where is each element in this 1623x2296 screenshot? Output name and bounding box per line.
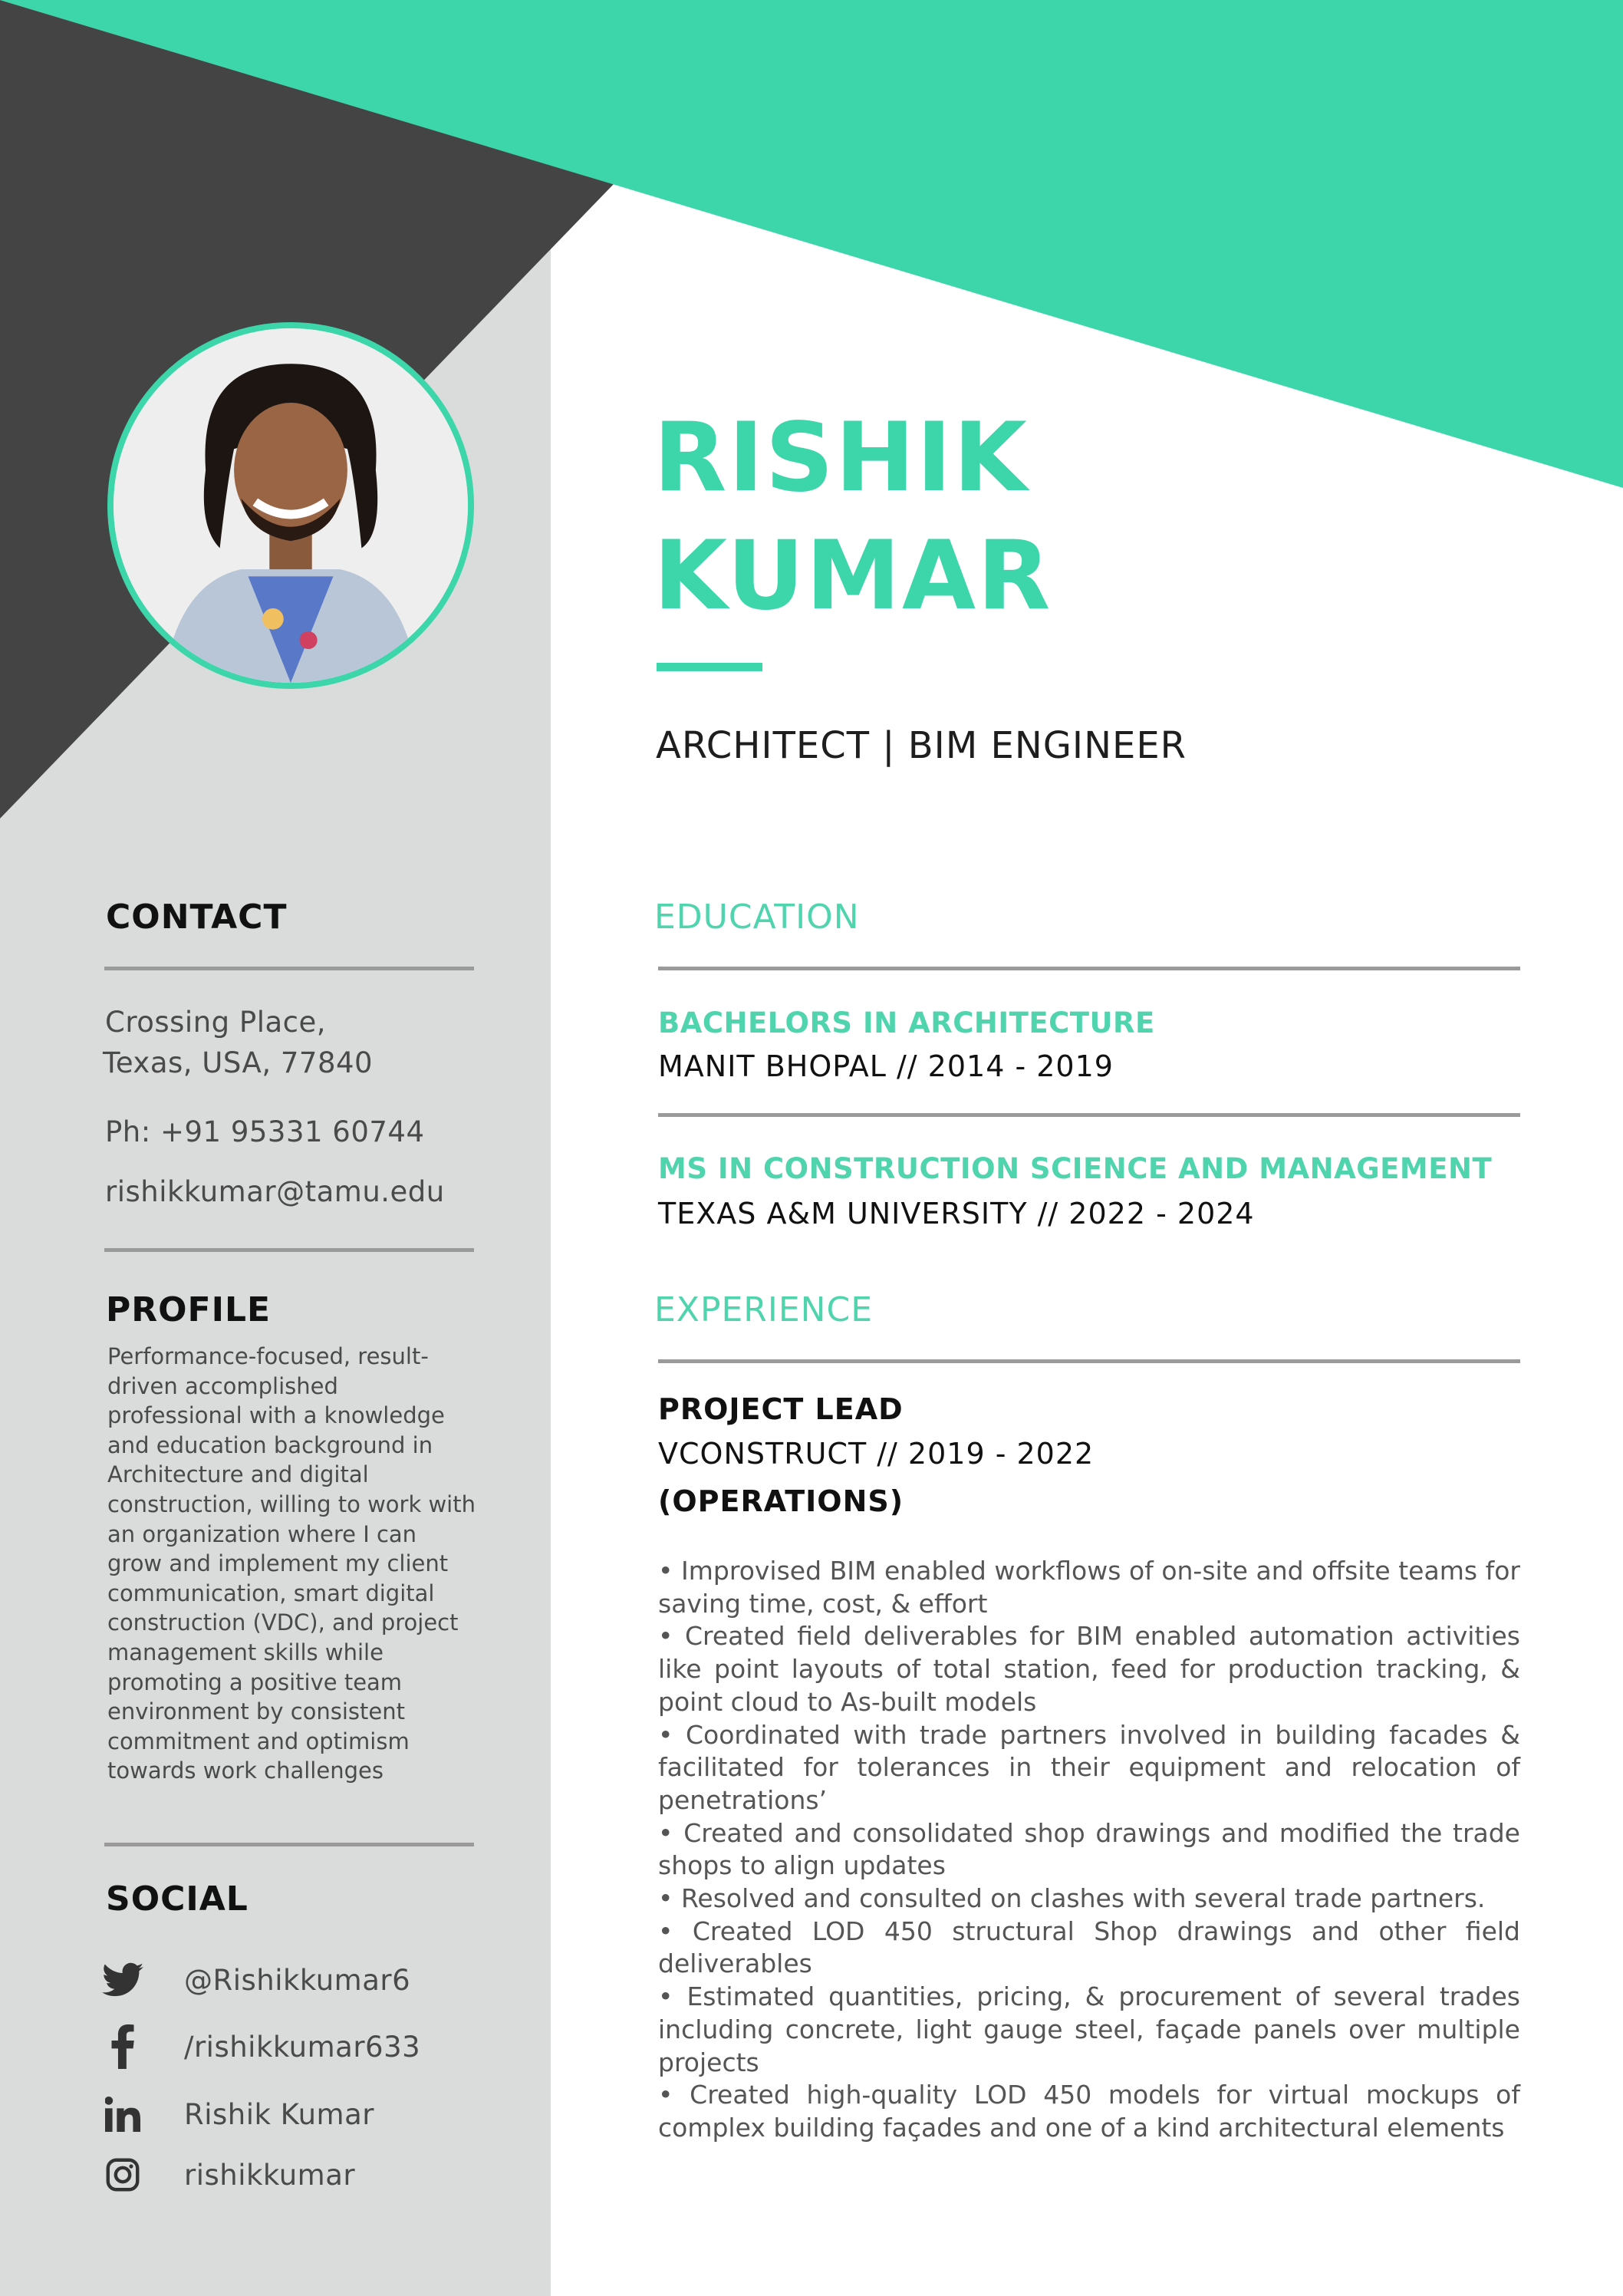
name-line-first: RISHIK [653, 403, 1029, 513]
profile-summary: Performance-focused, result-driven accomplished professional with a knowledge and education background in Architecture and digital construction, willing to work with an organization where I can grow and implement my client communication, smart digital construction (VDC), and project management skills while promoting a positive team environment by consistent commitment and optimism towards work challenges [107, 1343, 476, 1784]
linkedin-handle: Rishik Kumar [184, 2097, 374, 2131]
candidate-name [653, 399, 1052, 635]
experience-rule [658, 1359, 1520, 1363]
profile-heading: PROFILE [106, 1290, 272, 1329]
instagram-icon [101, 2153, 144, 2196]
experience-bullet: • Created high-quality LOD 450 models for virtual mockups of complex building façades and one of a kind architectural elements [658, 2080, 1520, 2143]
contact-bottom-rule [104, 1248, 474, 1252]
experience-bullet: • Coordinated with trade partners involved in building facades & facilitated for tolerances in their equipment and relocation of penetrations’ [658, 1719, 1520, 1815]
experience-company: VCONSTRUCT // 2019 - 2022 [658, 1437, 1095, 1471]
education-degree-1: BACHELORS IN ARCHITECTURE [658, 1006, 1155, 1039]
name-underline [657, 663, 762, 671]
profile-rule [104, 1843, 474, 1846]
facebook-icon [101, 2025, 144, 2068]
social-item-twitter[interactable] [101, 1958, 411, 2001]
social-item-linkedin[interactable] [101, 2093, 374, 2136]
twitter-handle: @Rishikkumar6 [184, 1963, 411, 1997]
education-separator-rule [658, 1113, 1520, 1117]
experience-bullet: • Resolved and consulted on clashes with several trade partners. [658, 1883, 1486, 1914]
contact-email[interactable]: rishikkumar@tamu.edu [105, 1175, 445, 1208]
experience-bullet-list [658, 1555, 1520, 2145]
experience-bullet: • Created LOD 450 structural Shop drawings and other field deliverables [658, 1916, 1520, 1979]
contact-heading: CONTACT [106, 898, 288, 937]
education-degree-2: MS IN CONSTRUCTION SCIENCE AND MANAGEMENT [658, 1152, 1493, 1185]
contact-rule [104, 967, 474, 970]
instagram-handle: rishikkumar [184, 2158, 356, 2192]
education-heading: EDUCATION [654, 898, 860, 937]
social-heading: SOCIAL [106, 1879, 249, 1919]
linkedin-icon [101, 2093, 144, 2136]
education-school-1: MANIT BHOPAL // 2014 - 2019 [658, 1049, 1114, 1083]
facebook-handle: /rishikkumar633 [184, 2030, 421, 2064]
experience-heading: EXPERIENCE [654, 1290, 874, 1329]
contact-address-line1: Crossing Place, [105, 1006, 327, 1039]
experience-department: (OPERATIONS) [658, 1484, 904, 1518]
education-school-2: TEXAS A&M UNIVERSITY // 2022 - 2024 [658, 1197, 1255, 1230]
education-rule [658, 967, 1520, 970]
social-item-facebook[interactable] [101, 2025, 421, 2068]
contact-address-line2: Texas, USA, 77840 [103, 1046, 374, 1079]
social-item-instagram[interactable] [101, 2153, 356, 2196]
experience-bullet: • Improvised BIM enabled workflows of on-site and offsite teams for saving time, cost, & effort [658, 1556, 1520, 1619]
experience-bullet: • Estimated quantities, pricing, & procurement of several trades including concrete, light gauge steel, façade panels over multiple projects [658, 1981, 1520, 2077]
name-line-last: KUMAR [653, 521, 1052, 631]
profile-photo [107, 322, 474, 689]
experience-bullet: • Created and consolidated shop drawings and modified the trade shops to align updates [658, 1817, 1520, 1881]
contact-phone: Ph: +91 95331 60744 [105, 1115, 425, 1148]
experience-bullet: • Created field deliverables for BIM enabled automation activities like point layouts of total station, feed for production tracking, & point cloud to As-built models [658, 1621, 1520, 1717]
avatar-icon [114, 328, 468, 683]
experience-role: PROJECT LEAD [658, 1392, 904, 1426]
twitter-icon [101, 1958, 144, 2001]
job-title: ARCHITECT | BIM ENGINEER [656, 724, 1187, 767]
